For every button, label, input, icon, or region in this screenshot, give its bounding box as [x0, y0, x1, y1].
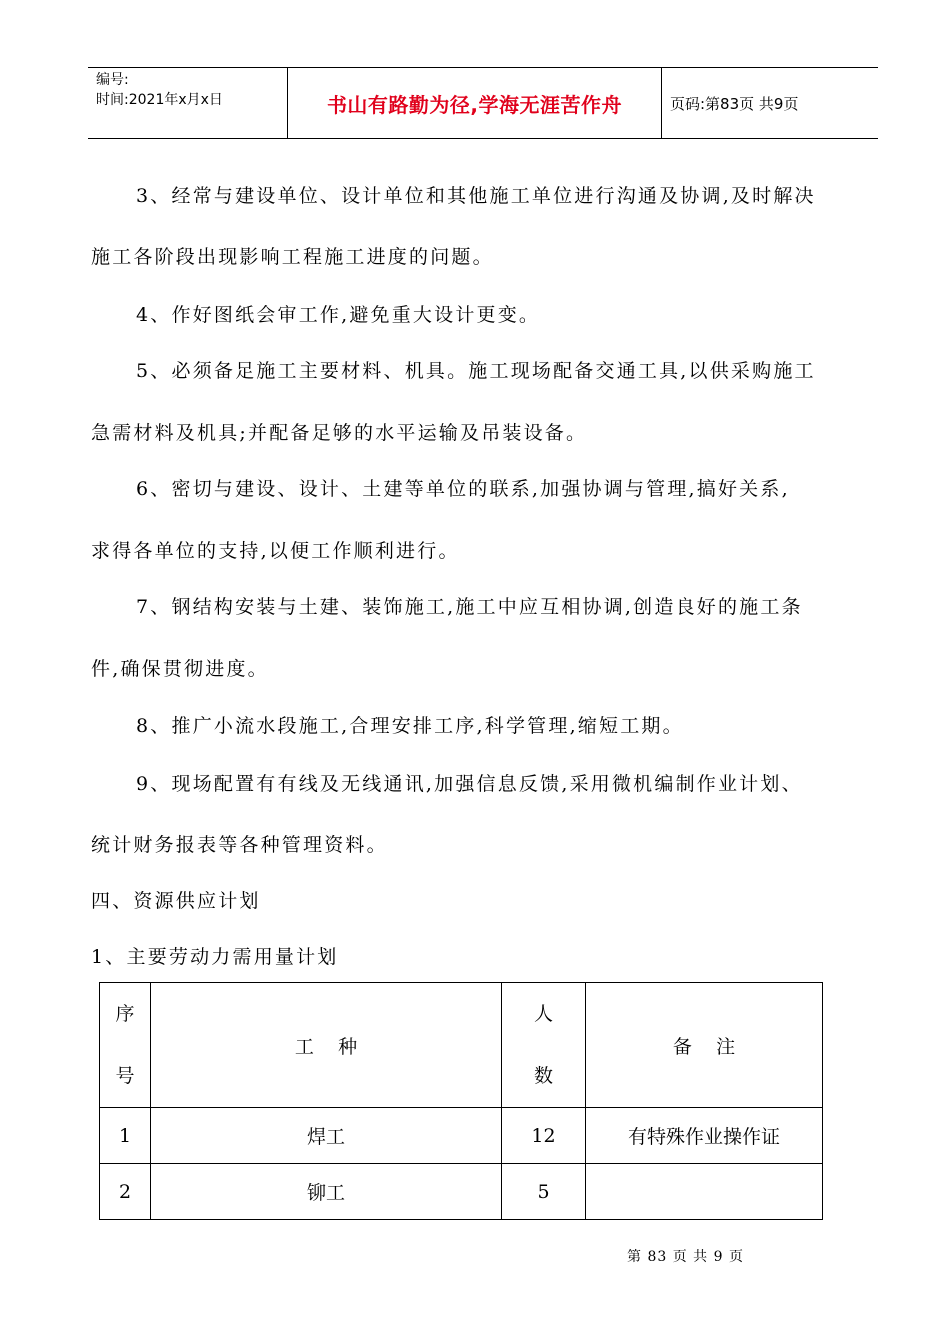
paragraph-5-line-2: 急需材料及机具;并配备足够的水平运输及吊装设备。 — [91, 422, 588, 444]
page-footer: 第 83 页 共 9 页 — [627, 1249, 744, 1265]
time-label: 时间:2021年x月x日 — [96, 92, 223, 108]
row-note: 有特殊作业操作证 — [586, 1108, 823, 1164]
header-seq — [100, 983, 151, 1108]
paragraph-9-line-1: 9、现场配置有有线及无线通讯,加强信息反馈,采用微机编制作业计划、 — [136, 773, 803, 795]
table-row — [100, 1108, 823, 1164]
header-count-top: 人 — [533, 1003, 553, 1025]
paragraph-6-line-2: 求得各单位的支持,以便工作顺利进行。 — [91, 540, 460, 562]
row-seq: 2 — [100, 1164, 151, 1220]
row-count: 12 — [502, 1108, 586, 1164]
paragraph-6-line-1: 6、密切与建设、设计、土建等单位的联系,加强协调与管理,搞好关系, — [136, 478, 790, 500]
row-note — [586, 1164, 823, 1220]
header-count-bottom: 数 — [533, 1065, 553, 1087]
header-seq-top: 序 — [115, 1003, 135, 1025]
paragraph-7-line-2: 件,确保贯彻进度。 — [91, 658, 269, 680]
header-motto: 书山有路勤为径,学海无涯苦作舟 — [288, 68, 662, 138]
section-heading-resources: 四、资源供应计划 — [91, 890, 261, 912]
row-trade: 焊工 — [151, 1108, 502, 1164]
header-count — [502, 983, 586, 1108]
header-seq-bottom: 号 — [115, 1065, 135, 1087]
row-count: 5 — [502, 1164, 586, 1220]
paragraph-3-line-2: 施工各阶段出现影响工程施工进度的问题。 — [91, 246, 494, 268]
document-header — [88, 67, 878, 139]
header-trade: 工 种 — [151, 983, 502, 1108]
row-trade: 铆工 — [151, 1164, 502, 1220]
table-header-row — [100, 983, 823, 1108]
subsection-heading-labor: 1、主要劳动力需用量计划 — [91, 946, 339, 968]
header-page-info: 页码:第83页 共9页 — [670, 94, 799, 113]
header-note: 备 注 — [586, 983, 823, 1108]
paragraph-4: 4、作好图纸会审工作,避免重大设计更变。 — [136, 304, 541, 326]
header-meta — [88, 68, 288, 138]
paragraph-7-line-1: 7、钢结构安装与土建、装饰施工,施工中应互相协调,创造良好的施工条 — [136, 596, 803, 618]
labor-plan-table — [99, 982, 823, 1220]
row-seq: 1 — [100, 1108, 151, 1164]
paragraph-9-line-2: 统计财务报表等各种管理资料。 — [91, 834, 388, 856]
number-label: 编号: — [96, 72, 129, 88]
table-row — [100, 1164, 823, 1220]
paragraph-5-line-1: 5、必须备足施工主要材料、机具。施工现场配备交通工具,以供采购施工 — [136, 360, 816, 382]
paragraph-3-line-1: 3、经常与建设单位、设计单位和其他施工单位进行沟通及协调,及时解决 — [136, 185, 816, 207]
paragraph-8: 8、推广小流水段施工,合理安排工序,科学管理,缩短工期。 — [136, 715, 684, 737]
